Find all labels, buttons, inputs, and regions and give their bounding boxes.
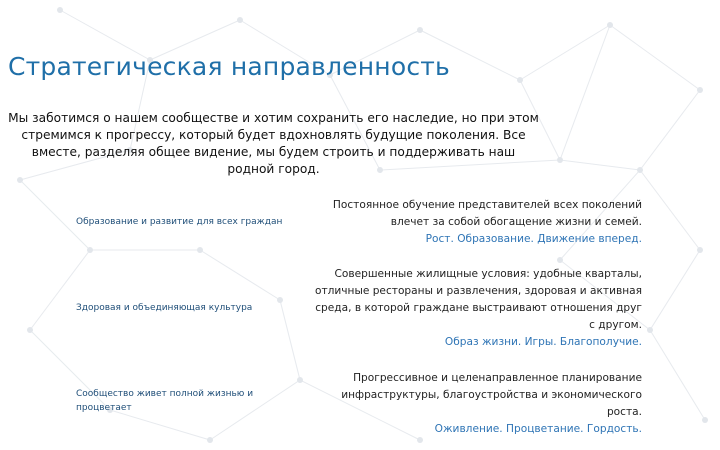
row-description-education xyxy=(333,197,642,248)
row-tagline: Рост. Образование. Движение вперед. xyxy=(425,233,642,245)
intro-line: стремимся к прогрессу, который будет вдохновлять будущие поколения. Все xyxy=(21,128,526,142)
intro-line: Мы заботимся о нашем сообществе и хотим сохранить его наследие, но при этом xyxy=(8,111,539,125)
row-label-text: Сообщество живет полной жизнью и xyxy=(76,389,254,399)
row-label-culture xyxy=(76,301,252,315)
row-desc-line: среда, в которой граждане выстраивают отношения друг xyxy=(315,302,642,314)
row-description-culture xyxy=(315,266,642,351)
row-label-text: Образование и развитие для всех граждан xyxy=(76,217,283,227)
row-desc-line: роста. xyxy=(606,406,642,418)
row-tagline: Образ жизни. Игры. Благополучие. xyxy=(444,336,642,348)
row-desc-line: инфраструктуры, благоустройства и экономического xyxy=(341,389,642,401)
row-desc-line: отличные рестораны и развлечения, здоровая и активная xyxy=(314,285,642,297)
row-description-community xyxy=(341,370,642,438)
row-tagline: Оживление. Процветание. Гордость. xyxy=(434,423,642,435)
row-desc-line: Совершенные жилищные условия: удобные кварталы, xyxy=(334,268,642,280)
row-label-education xyxy=(76,215,282,229)
row-desc-line: влечет за собой обогащение жизни и семей. xyxy=(390,216,642,228)
row-label-community xyxy=(76,387,253,415)
row-label-text: процветает xyxy=(76,403,132,413)
row-label-text: Здоровая и объединяющая культура xyxy=(76,303,253,313)
row-desc-line: Постоянное обучение представителей всех поколений xyxy=(332,199,642,211)
intro-line: вместе, разделяя общее видение, мы будем строить и поддерживать наш xyxy=(31,145,516,159)
page-title: Стратегическая направленность xyxy=(8,52,450,81)
intro-line: родной город. xyxy=(227,162,320,176)
intro-paragraph xyxy=(6,110,541,178)
row-desc-line: с другом. xyxy=(589,319,642,331)
row-desc-line: Прогрессивное и целенаправленное планирование xyxy=(353,372,642,384)
